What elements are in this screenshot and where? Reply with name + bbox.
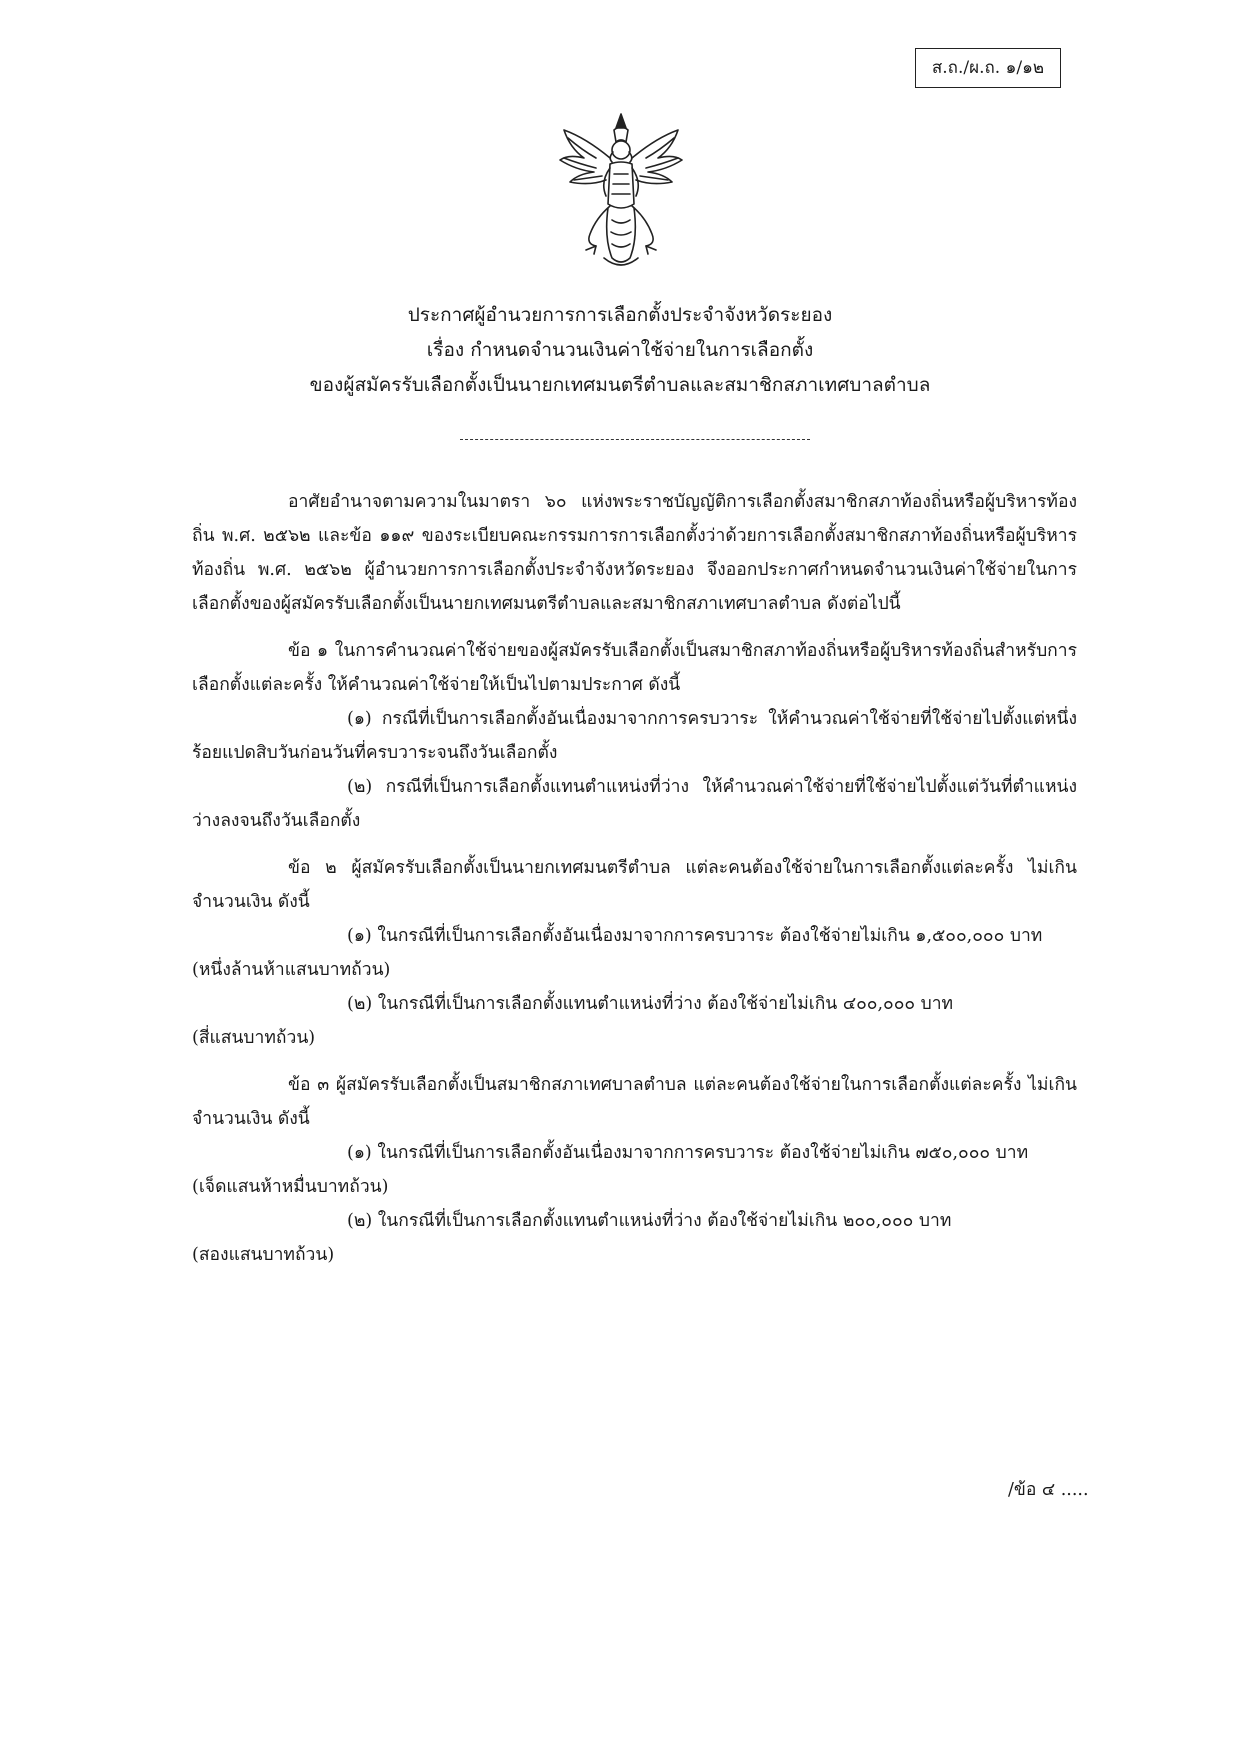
- garuda-emblem-icon: [556, 108, 686, 273]
- clause-1-item-2: (๒) กรณีที่เป็นการเลือกตั้งแทนตำแหน่งที่ว่าง ให้คำนวณค่าใช้จ่ายที่ใช้จ่ายไปตั้งแต่วันที่ตำแหน่งว่างลงจนถึงวันเลือกตั้ง: [192, 777, 1077, 831]
- continuation-marker: /ข้อ ๔ .....: [1008, 1480, 1089, 1500]
- clause-2-item-1-words: (หนึ่งล้านห้าแสนบาทถ้วน): [192, 960, 391, 980]
- clause-1-intro: ข้อ ๑ ในการคำนวณค่าใช้จ่ายของผู้สมัครรับเลือกตั้งเป็นสมาชิกสภาท้องถิ่นหรือผู้บริหารท้องถิ่นสำหรับการเลือกตั้งแต่ละครั้ง ให้คำนวณค่าใช้จ่ายให้เป็นไปตามประกาศ ดังนี้: [192, 641, 1077, 695]
- document-number-box: ส.ถ./ผ.ถ. ๑/๑๒: [915, 48, 1061, 88]
- title-divider: [460, 439, 810, 440]
- clause-2-item-2-text: (๒) ในกรณีที่เป็นการเลือกตั้งแทนตำแหน่งที่ว่าง ต้องใช้จ่ายไม่เกิน: [347, 994, 838, 1014]
- clause-1-item-1: (๑) กรณีที่เป็นการเลือกตั้งอันเนื่องมาจากการครบวาระ ให้คำนวณค่าใช้จ่ายที่ใช้จ่ายไปตั้งแต่หนึ่งร้อยแปดสิบวันก่อนวันที่ครบวาระจนถึงวันเลือกตั้ง: [192, 709, 1077, 763]
- title-line-3: ของผู้สมัครรับเลือกตั้งเป็นนายกเทศมนตรีตำบลและสมาชิกสภาเทศบาลตำบล: [309, 374, 931, 396]
- clause-2-item-1-text: (๑) ในกรณีที่เป็นการเลือกตั้งอันเนื่องมาจากการครบวาระ ต้องใช้จ่ายไม่เกิน: [347, 926, 910, 946]
- clause-3-item-1-text: (๑) ในกรณีที่เป็นการเลือกตั้งอันเนื่องมาจากการครบวาระ ต้องใช้จ่ายไม่เกิน: [347, 1143, 910, 1163]
- clause-3-item-1: [192, 1136, 1077, 1170]
- clause-3-item-1-amount: ๗๕๐,๐๐๐ บาท: [915, 1143, 1029, 1163]
- clause-3-item-2: [192, 1204, 1077, 1238]
- clause-2-item-2: [192, 987, 1077, 1021]
- document-body: [192, 485, 1077, 1272]
- title-line-2: เรื่อง กำหนดจำนวนเงินค่าใช้จ่ายในการเลือกตั้ง: [426, 339, 814, 361]
- clause-2-item-1: [192, 919, 1077, 953]
- clause-3-item-2-text: (๒) ในกรณีที่เป็นการเลือกตั้งแทนตำแหน่งที่ว่าง ต้องใช้จ่ายไม่เกิน: [347, 1211, 838, 1231]
- clause-2-item-2-words: (สี่แสนบาทถ้วน): [192, 1028, 316, 1048]
- title-line-1: ประกาศผู้อำนวยการการเลือกตั้งประจำจังหวัดระยอง: [407, 304, 833, 326]
- clause-2-intro: ข้อ ๒ ผู้สมัครรับเลือกตั้งเป็นนายกเทศมนตรีตำบล แต่ละคนต้องใช้จ่ายในการเลือกตั้งแต่ละครั้ง ไม่เกินจำนวนเงิน ดังนี้: [192, 858, 1077, 912]
- clause-3-item-1-words: (เจ็ดแสนห้าหมื่นบาทถ้วน): [192, 1177, 389, 1197]
- preamble-paragraph: อาศัยอำนาจตามความในมาตรา ๖๐ แห่งพระราชบัญญัติการเลือกตั้งสมาชิกสภาท้องถิ่นหรือผู้บริหารท้องถิ่น พ.ศ. ๒๕๖๒ และข้อ ๑๑๙ ของระเบียบคณะกรรมการการเลือกตั้งว่าด้วยการเลือกตั้งสมาชิกสภาท้องถิ่นหรือผู้บริหารท้องถิ่น พ.ศ. ๒๕๖๒ ผู้อำนวยการการเลือกตั้งประจำจังหวัดระยอง จึงออกประกาศกำหนดจำนวนเงินค่าใช้จ่ายในการเลือกตั้งของผู้สมัครรับเลือกตั้งเป็นนายกเทศมนตรีตำบลและสมาชิกสภาเทศบาลตำบล ดังต่อไปนี้: [192, 492, 1077, 614]
- clause-2-item-1-amount: ๑,๕๐๐,๐๐๐ บาท: [915, 926, 1043, 946]
- clause-2-item-2-amount: ๔๐๐,๐๐๐ บาท: [842, 994, 954, 1014]
- clause-3-item-2-amount: ๒๐๐,๐๐๐ บาท: [842, 1211, 952, 1231]
- clause-3-item-2-words: (สองแสนบาทถ้วน): [192, 1245, 335, 1265]
- clause-3-intro: ข้อ ๓ ผู้สมัครรับเลือกตั้งเป็นสมาชิกสภาเทศบาลตำบล แต่ละคนต้องใช้จ่ายในการเลือกตั้งแต่ละครั้ง ไม่เกินจำนวนเงิน ดังนี้: [192, 1075, 1077, 1129]
